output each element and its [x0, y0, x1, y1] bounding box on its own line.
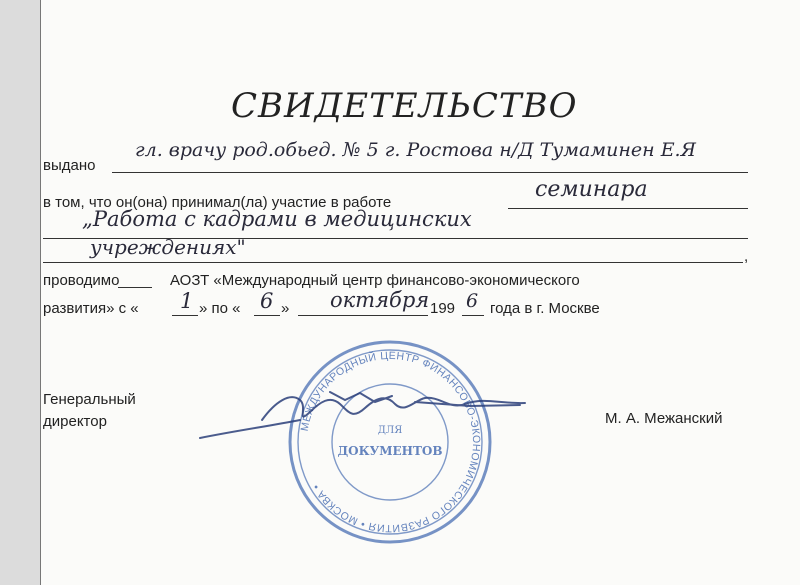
organizer-line2-start: развития» с « — [43, 300, 139, 317]
issued-label: выдано — [43, 157, 96, 174]
seal-ring-text: МЕЖДУНАРОДНЫЙ ЦЕНТР ФИНАНСОВО-ЭКОНОМИЧЕСКОГО РАЗВИТИЯ • МОСКВА • — [298, 349, 483, 535]
held-label: проводимо — [43, 272, 120, 289]
day-from-handwriting: 1 — [180, 289, 194, 313]
seal-center-line2: ДОКУМЕНТОВ — [337, 444, 443, 458]
seal-group — [290, 342, 490, 542]
seal-center-line1: ДЛЯ — [377, 425, 403, 436]
organizer-line1: АОЗТ «Международный центр финансово-экономического — [170, 272, 580, 289]
day-to-handwriting: 6 — [260, 289, 274, 313]
participation-text: в том, что он(она) принимал(ла) участие в работе — [43, 194, 392, 211]
year-prefix: 199 — [430, 300, 456, 317]
position-line1: Генеральный — [43, 391, 136, 408]
month-handwriting: октября — [330, 288, 430, 312]
signatory-name: М. А. Межанский — [605, 410, 723, 427]
certificate-title: СВИДЕТЕЛЬСТВО — [231, 86, 578, 126]
event-title-line1: „Работа с кадрами в медицинских — [82, 207, 472, 231]
closing-quote: » — [281, 300, 290, 317]
position-line2: директор — [43, 413, 107, 430]
event-title-line2: учреждениях" — [90, 235, 246, 259]
line-end-comma: , — [744, 248, 749, 265]
location-text: года в г. Москве — [490, 300, 600, 317]
event-type-handwriting: семинара — [535, 177, 648, 202]
year-digit-handwriting: 6 — [466, 290, 479, 312]
by-label: » по « — [199, 300, 241, 317]
issued-to-handwriting: гл. врачу род.обьед. № 5 г. Ростова н/Д Тумаминен Е.Я — [135, 139, 696, 161]
